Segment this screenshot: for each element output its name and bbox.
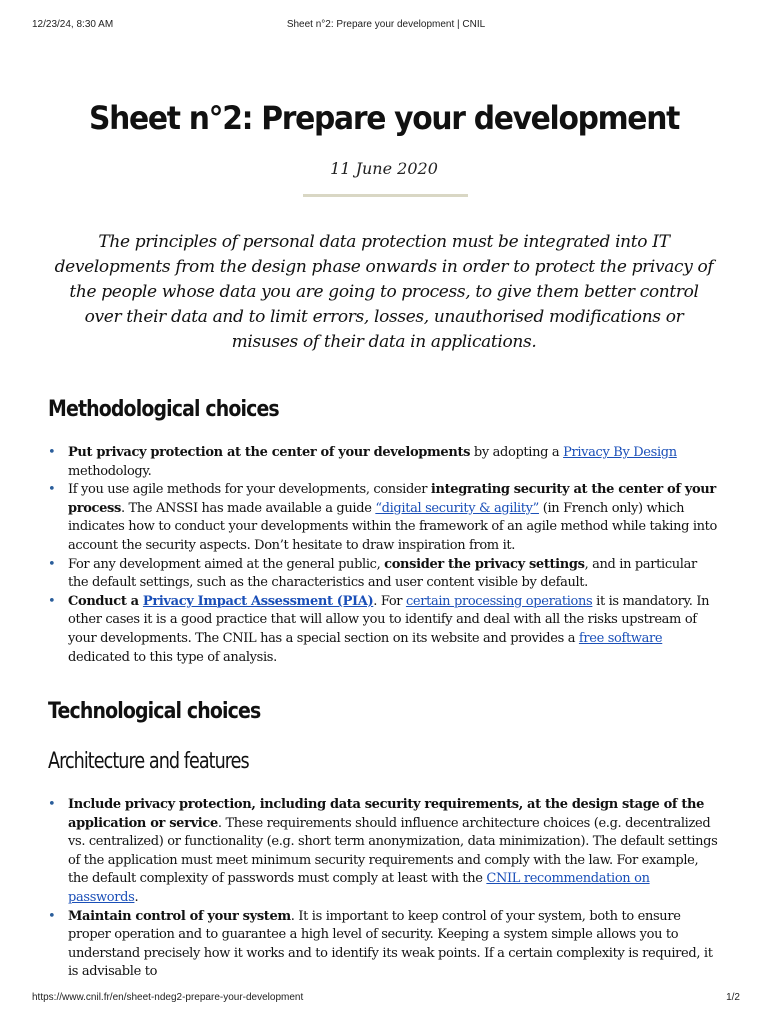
pia-link-text: Privacy Impact Assessment (PIA) bbox=[142, 593, 374, 609]
bullet-icon: • bbox=[48, 908, 56, 924]
list-item bbox=[48, 556, 718, 593]
cnil-password-recommendation-link[interactable]: CNIL recommendation on passwords bbox=[68, 871, 650, 905]
pia-link[interactable] bbox=[143, 594, 373, 609]
item-bold-text: integrating security at the center of your process bbox=[68, 482, 716, 516]
intro-paragraph: The principles of personal data protection must be integrated into IT developments from the design phase onwards in order to protect the privacy of the people whose data you are going to process, to give them better control over their data and to limit errors, losses, unauthorised modifications or misuses of their data in applications. bbox=[54, 232, 714, 352]
bullet-icon: • bbox=[48, 797, 56, 812]
item-bold-text: Maintain control of your system bbox=[68, 908, 291, 924]
list-item bbox=[48, 593, 718, 667]
print-header bbox=[32, 19, 740, 33]
section-heading-methodological: Methodological choices bbox=[48, 397, 279, 422]
item-bold-text: Conduct a bbox=[68, 593, 143, 609]
list-item bbox=[48, 444, 718, 481]
publish-date: 11 June 2020 bbox=[330, 159, 438, 178]
privacy-by-design-link[interactable]: Privacy By Design bbox=[563, 445, 677, 460]
list-item bbox=[48, 481, 718, 555]
item-bold-text: Put privacy protection at the center of your developments bbox=[68, 445, 471, 460]
architecture-list bbox=[48, 796, 718, 982]
item-text: (in French only) which indicates how to conduct your developments within the framework of an agile method while taking into account the security aspects. Don’t hesitate to draw inspiration from it. bbox=[68, 500, 718, 553]
item-text: dedicated to this type of analysis. bbox=[68, 649, 277, 665]
item-text: by adopting a bbox=[470, 445, 564, 460]
item-text: , and in particular the default settings, such as the characteristics and user content visible by default. bbox=[68, 556, 697, 591]
print-url: https://www.cnil.fr/en/sheet-ndeg2-prepare-your-development bbox=[32, 992, 304, 1003]
item-text: For any development aimed at the general public, bbox=[68, 556, 385, 572]
item-text: . It is important to keep control of your system, both to ensure proper operation and to guarantee a high level of security. Keeping a system simple allows you to understand precisely how it works and to identify its weak points. If a certain complexity is required, it is advisable to bbox=[68, 908, 713, 980]
item-text: . bbox=[134, 889, 139, 905]
item-text: . These requirements should influence architecture choices (e.g. decentralized vs. centralized) or functionality (e.g. short term anonymization, data minimization). The default settings of the application must meet minimum security requirements and comply with the law. For example, the default complexity of passwords must comply at least with the bbox=[68, 815, 718, 887]
item-text: . The ANSSI has made available a guide bbox=[120, 500, 376, 516]
certain-processing-operations-link[interactable]: certain processing operations bbox=[405, 593, 593, 609]
bullet-icon: • bbox=[48, 445, 56, 460]
subheading-architecture: Architecture and features bbox=[48, 749, 249, 774]
digital-security-agility-link[interactable]: “digital security & agility” bbox=[375, 500, 539, 516]
free-software-link[interactable]: free software bbox=[578, 630, 663, 646]
item-text: it is mandatory. In other cases it is a good practice that will allow you to identify and deal with all the risks upstream of your developments. The CNIL has a special section on its website and provides a bbox=[68, 593, 710, 646]
bullet-icon: • bbox=[48, 556, 56, 572]
print-page-number: 1/2 bbox=[726, 992, 740, 1003]
methodological-list bbox=[48, 444, 718, 667]
page-title: Sheet n°2: Prepare your development bbox=[88, 99, 680, 137]
print-document-title: Sheet n°2: Prepare your development | CNIL bbox=[286, 19, 486, 30]
print-datetime: 12/23/24, 8:30 AM bbox=[32, 19, 114, 30]
print-footer bbox=[32, 992, 740, 1006]
section-heading-technological: Technological choices bbox=[48, 699, 261, 724]
bullet-icon: • bbox=[48, 593, 56, 609]
list-item bbox=[48, 908, 718, 982]
item-bold-text: consider the privacy settings bbox=[384, 556, 585, 572]
bullet-icon: • bbox=[48, 482, 56, 498]
title-divider bbox=[303, 194, 468, 197]
item-text: If you use agile methods for your developments, consider bbox=[68, 482, 431, 498]
item-text: methodology. bbox=[68, 463, 152, 479]
item-text: . For bbox=[373, 593, 406, 609]
item-bold-text: Include privacy protection, including data security requirements, at the design stage of the application or service bbox=[68, 797, 704, 831]
list-item bbox=[48, 796, 718, 908]
